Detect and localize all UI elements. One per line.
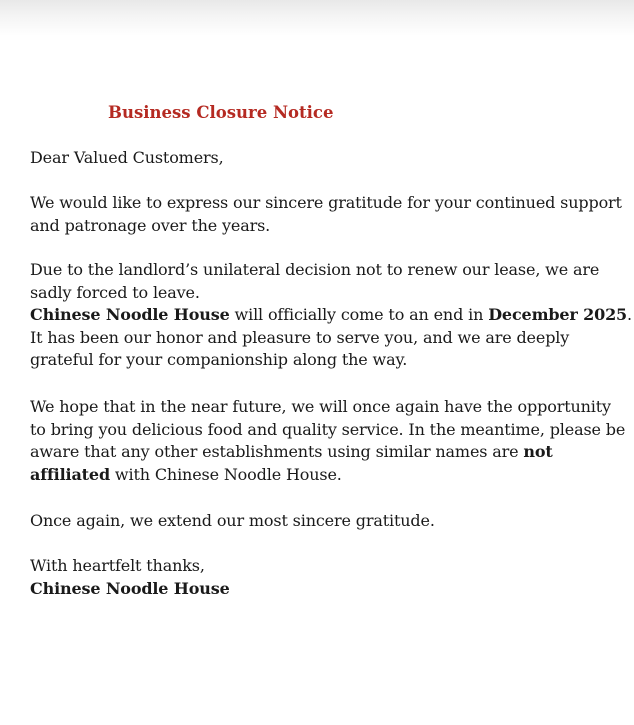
disclaimer-text: aware that any other establishments using similar names are <box>30 442 524 461</box>
paragraph-line: grateful for your companionship along the way. <box>30 350 408 369</box>
paragraph-thanks <box>30 510 630 533</box>
paragraph-future <box>30 396 630 486</box>
signature-name: Chinese Noodle House <box>30 578 230 598</box>
affiliated-bold: affiliated <box>30 464 110 484</box>
greeting <box>30 147 630 170</box>
paragraph-line: sadly forced to leave. <box>30 282 200 302</box>
paragraph-line <box>30 304 630 327</box>
paragraph-line: and patronage over the years. <box>30 215 271 235</box>
not-bold: not <box>523 442 553 461</box>
closure-text: will officially come to an end in <box>229 305 489 324</box>
paragraph-line: Due to the landlord’s unilateral decision not to renew our lease, we are <box>30 260 600 279</box>
paragraph-gratitude <box>30 192 630 237</box>
closing-text: With heartfelt thanks, <box>30 556 205 575</box>
paragraph-line <box>30 441 630 464</box>
period: . <box>627 305 632 324</box>
closure-date-bold: December 2025 <box>488 305 628 324</box>
business-name-bold: Chinese Noodle House <box>30 305 230 324</box>
notice-title: Business Closure Notice <box>108 103 334 122</box>
paragraph-line: to bring you delicious food and quality service. In the meantime, please be <box>30 419 626 439</box>
greeting-text: Dear Valued Customers, <box>30 148 224 167</box>
paragraph-line: It has been our honor and pleasure to serve you, and we are deeply <box>30 327 570 347</box>
closing-block <box>30 555 630 600</box>
signature <box>30 578 630 601</box>
paragraph-line: We hope that in the near future, we will once again have the opportunity <box>30 397 611 416</box>
paragraph-line <box>30 464 630 487</box>
paragraph-line: Once again, we extend our most sincere gratitude. <box>30 511 435 530</box>
disclaimer-text-end: with Chinese Noodle House. <box>110 464 342 484</box>
paragraph-line: We would like to express our sincere gratitude for your continued support <box>30 193 622 212</box>
paragraph-closure <box>30 259 630 372</box>
